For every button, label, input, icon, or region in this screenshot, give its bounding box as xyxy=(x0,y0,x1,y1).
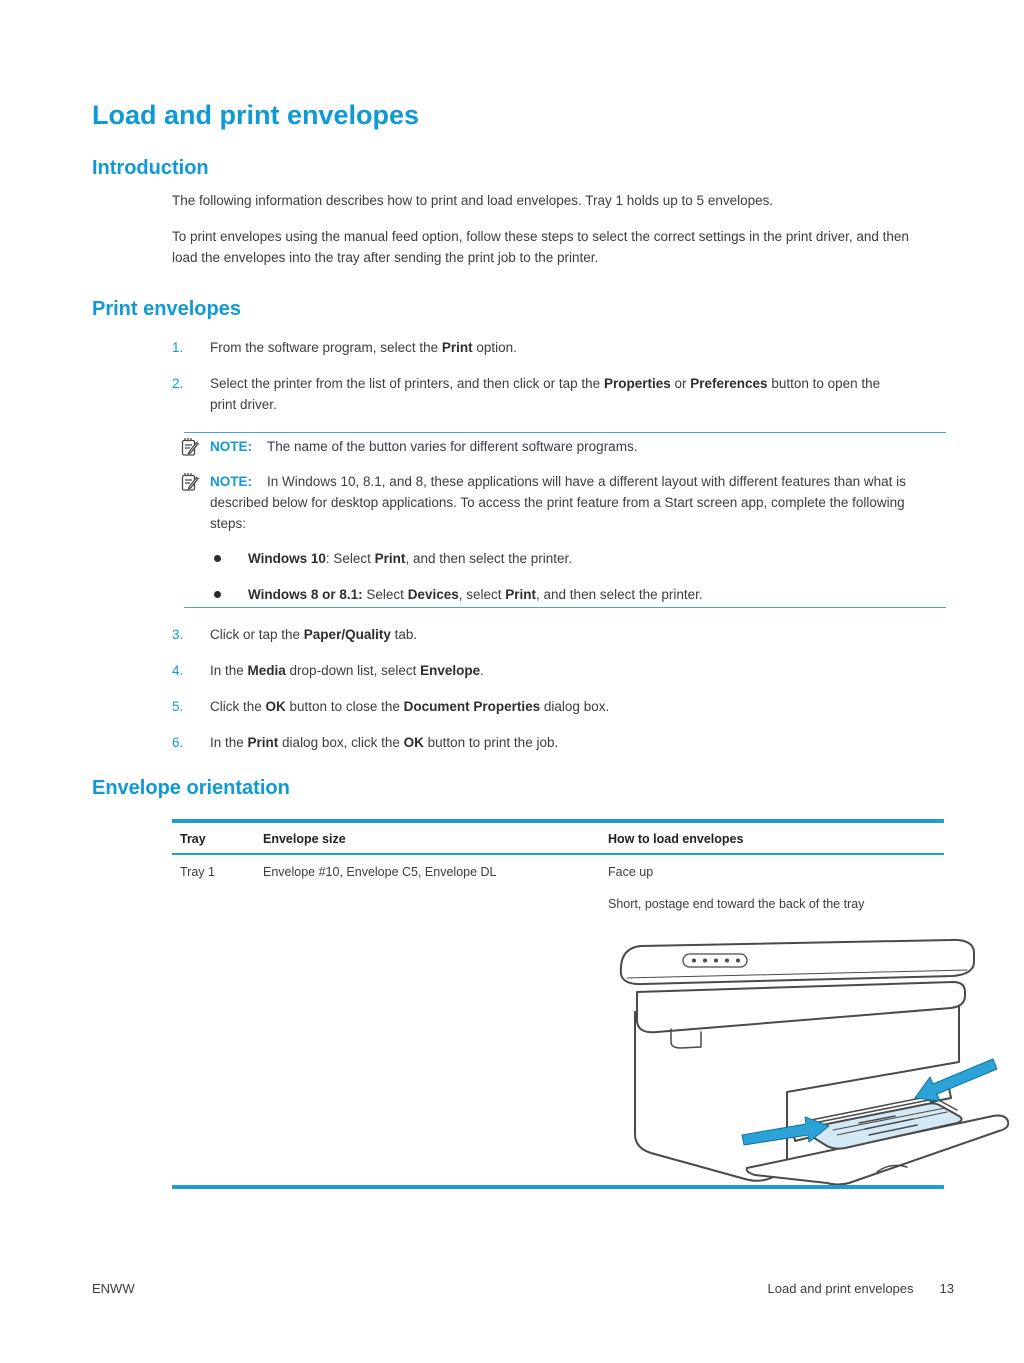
step-item-6 xyxy=(172,732,906,753)
step-number: 4. xyxy=(172,663,184,678)
column-header-tray: Tray xyxy=(180,832,206,846)
step-text: In the Media drop-down list, select Envelope. xyxy=(210,663,484,678)
table-cell-face-up: Face up xyxy=(608,865,654,879)
footer-right xyxy=(768,1281,954,1297)
page-title: Load and print envelopes xyxy=(92,100,420,130)
footer-page-number: 13 xyxy=(939,1281,954,1296)
printer-illustration xyxy=(597,932,1009,1185)
table-cell-orientation: Short, postage end toward the back of the tray xyxy=(608,897,865,911)
bullet-text: Windows 8 or 8.1: Select Devices, select Print, and then select the printer. xyxy=(248,587,703,602)
note-text xyxy=(210,436,922,457)
bullet-icon xyxy=(214,591,221,598)
note-bottom-rule xyxy=(184,607,946,608)
step-number: 3. xyxy=(172,627,184,642)
section-heading-introduction: Introduction xyxy=(92,157,209,179)
step-number: 6. xyxy=(172,735,184,750)
note-icon xyxy=(181,436,210,457)
note-top-rule xyxy=(184,432,946,433)
note-text xyxy=(210,471,922,534)
intro-paragraph-1: The following information describes how to print and load envelopes. Tray 1 holds up to 5 envelopes. xyxy=(172,193,774,208)
intro-paragraph-2: To print envelopes using the manual feed option, follow these steps to select the correct settings in the print driver, and then load the envelopes into the tray after sending the print job to the printer. xyxy=(172,229,909,265)
step-number: 5. xyxy=(172,699,184,714)
step-item-4 xyxy=(172,660,906,681)
table-header-rule xyxy=(172,853,944,855)
step-item-2 xyxy=(172,373,906,415)
bullet-text: Windows 10: Select Print, and then select the printer. xyxy=(248,551,573,566)
step-number: 1. xyxy=(172,340,184,355)
note-icon xyxy=(181,471,210,534)
note-item-2 xyxy=(181,471,944,534)
step-item-1 xyxy=(172,337,906,358)
column-header-how-to-load: How to load envelopes xyxy=(608,832,744,846)
footer-enww: ENWW xyxy=(92,1281,135,1296)
step-item-3 xyxy=(172,624,906,645)
step-text: Select the printer from the list of printers, and then click or tap the Properties or Preferences button to open the print driver. xyxy=(210,376,881,412)
note-message: The name of the button varies for different software programs. xyxy=(267,439,638,454)
column-header-envelope-size: Envelope size xyxy=(263,832,346,846)
bullet-icon xyxy=(214,555,221,562)
bullet-item-windows-10 xyxy=(214,548,934,569)
table-bottom-rule xyxy=(172,1185,944,1189)
note-label: NOTE: xyxy=(210,474,252,489)
step-text: Click the OK button to close the Document Properties dialog box. xyxy=(210,699,610,714)
table-cell-envelope-size: Envelope #10, Envelope C5, Envelope DL xyxy=(263,865,497,879)
step-item-5 xyxy=(172,696,906,717)
step-text: In the Print dialog box, click the OK button to print the job. xyxy=(210,735,559,750)
step-number: 2. xyxy=(172,376,184,391)
table-top-rule xyxy=(172,819,944,823)
section-heading-envelope-orientation: Envelope orientation xyxy=(92,777,290,799)
footer-section-title: Load and print envelopes xyxy=(767,1281,914,1296)
table-cell-tray: Tray 1 xyxy=(180,865,215,879)
section-heading-print-envelopes: Print envelopes xyxy=(92,298,241,320)
bullet-item-windows-8 xyxy=(214,584,934,605)
step-text: From the software program, select the Print option. xyxy=(210,340,517,355)
note-label: NOTE: xyxy=(210,439,252,454)
step-text: Click or tap the Paper/Quality tab. xyxy=(210,627,418,642)
note-message: In Windows 10, 8.1, and 8, these applications will have a different layout with different features than what is described below for desktop applications. To access the print feature from a Start screen app, complete the following steps: xyxy=(210,474,906,531)
note-item-1 xyxy=(181,436,944,457)
